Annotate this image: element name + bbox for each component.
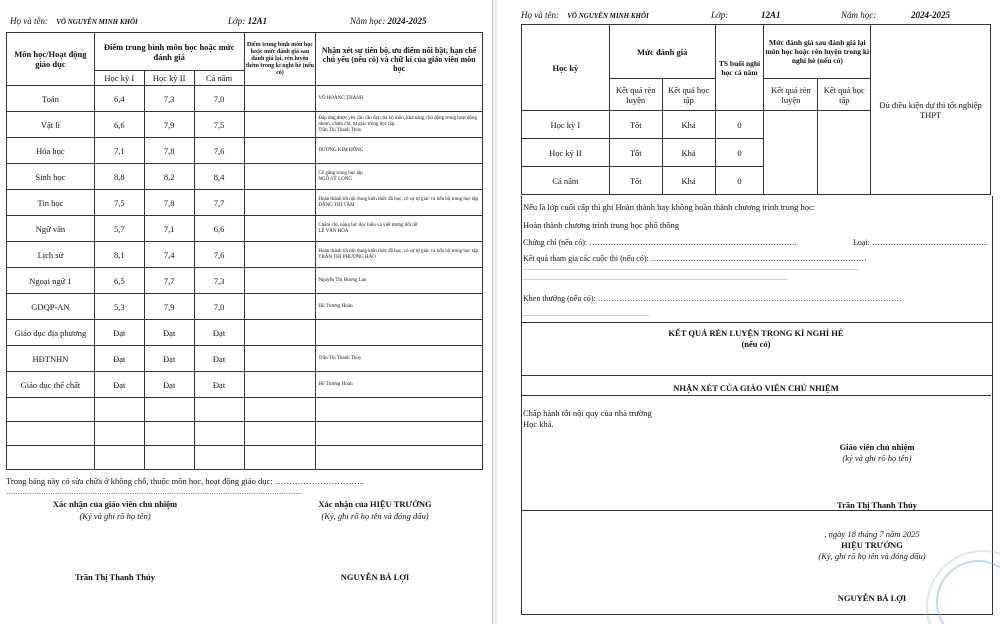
info-line-4: Kết quả tham gia các cuộc thi (nếu có): ………………………………………………………………………	[523, 254, 867, 263]
hk1-cell: 5,7	[94, 216, 144, 242]
sig-left-sub: (Ký và ghi rõ họ tên)	[79, 511, 151, 521]
class-label: Lớp:	[711, 10, 729, 20]
hk1-cell: 6,5	[94, 268, 144, 294]
retest-cell	[244, 164, 316, 190]
year-cell: Đạt	[194, 320, 244, 346]
table-row	[7, 112, 483, 138]
comment-text: Cố gắng trong học tập	[318, 170, 363, 176]
year-cell: 7,5	[194, 112, 244, 138]
teacher-name: NGÔ SỸ LONG	[318, 176, 352, 182]
year-cell: Đạt	[194, 372, 244, 398]
col-re-conduct-header: Kết quả rèn luyện	[764, 79, 818, 111]
comment-cell	[316, 138, 483, 164]
year-value: 2024-2025	[911, 10, 950, 20]
hk1-cell: 5,3	[94, 294, 144, 320]
hk2-cell: 8,2	[144, 164, 194, 190]
year-cell: 7,0	[194, 86, 244, 112]
table-row	[7, 268, 483, 294]
comment-text: Đáp ứng được yêu cầu cần đạt của bộ môn, khả năng chủ động trong hoạt động nhóm, chăm chỉ, tự giác trong học tập.	[318, 115, 478, 127]
retest-cell	[244, 86, 316, 112]
sig-right-name: NGUYỄN BÁ LỢI	[340, 572, 410, 582]
retest-cell	[244, 372, 316, 398]
comment-cell	[316, 372, 483, 398]
absent-cell: 0	[715, 167, 764, 195]
year-cell	[194, 398, 244, 422]
teacher-name: DƯƠNG KIM ĐÔNG	[318, 147, 364, 153]
comment-cell	[316, 164, 483, 190]
col-re-header: Mức đánh giá sau đánh giá lại môn học hoặc rèn luyện trong kì nghỉ hè (nếu có)	[764, 25, 871, 79]
hk2-cell	[144, 446, 194, 470]
study-cell: Khá	[662, 167, 715, 195]
gvcn-line-2: Học khá.	[523, 419, 554, 429]
study-cell: Khá	[662, 139, 715, 167]
subject-cell: Toán	[7, 86, 95, 112]
info-line-7: Khen thưởng (nếu có): ……………………………………………………………………………………………………	[523, 294, 902, 303]
col-retest-header: Điểm trung bình môn học hoặc mức đánh giá sau đánh giá lại, rèn luyện thêm trong kì nghỉ hè (nếu có)	[244, 33, 316, 86]
table-row	[7, 346, 483, 372]
conduct-cell: Tốt	[609, 139, 662, 167]
table-row	[7, 216, 483, 242]
gvcn-line-1: Chấp hành tốt nội quy của nhà trường	[523, 408, 652, 418]
hk1-cell: 8,1	[94, 242, 144, 268]
teacher-name: Nguyễn Thị Hương Lan	[318, 277, 367, 283]
col-avg-header: Điểm trung bình môn học hoặc mức đánh giá	[94, 33, 244, 71]
retest-cell	[244, 320, 316, 346]
col-study-header: Kết quả học tập	[662, 79, 715, 111]
comment-cell	[316, 422, 483, 446]
year-cell: 7,7	[194, 190, 244, 216]
subject-cell: HĐTNHN	[7, 346, 95, 372]
comment-cell	[316, 112, 483, 138]
teacher-name: ĐẶNG THỊ TÂM	[318, 202, 355, 208]
hk2-cell: Đạt	[144, 372, 194, 398]
teacher-name: Trần Thị Thanh Thủy	[318, 355, 362, 361]
comment-cell	[316, 346, 483, 372]
summer-sub: (nếu có)	[741, 339, 771, 349]
name-value: VÕ NGUYỄN MINH KHÔI	[56, 18, 138, 26]
hk2-cell: 7,9	[144, 294, 194, 320]
table-row	[7, 294, 483, 320]
hk1-cell: 6,6	[94, 112, 144, 138]
hk1-cell	[94, 446, 144, 470]
left-header	[10, 16, 427, 26]
comment-cell	[316, 86, 483, 112]
hk2-cell: 7,7	[144, 268, 194, 294]
year-label: Năm học:	[350, 16, 386, 26]
comment-cell	[316, 294, 483, 320]
hk2-cell: 7,8	[144, 190, 194, 216]
col-re-study-header: Kết quả học tập	[818, 79, 871, 111]
subject-cell: Hóa học	[7, 138, 95, 164]
col-term-header: Học kỳ	[522, 25, 610, 111]
table-row	[7, 446, 483, 470]
re-conduct-cell	[764, 111, 818, 195]
retest-cell	[244, 112, 316, 138]
gvcn-sig-title: Giáo viên chủ nhiệm	[839, 442, 915, 452]
subject-cell	[7, 422, 95, 446]
retest-cell	[244, 398, 316, 422]
year-cell: 8,4	[194, 164, 244, 190]
year-cell	[194, 422, 244, 446]
comment-text: Hoàn thành tốt nội dung kiến thức đã học, có sự tự giác và tiến bộ trong học tập	[318, 196, 478, 202]
class-value: 12A1	[247, 16, 268, 26]
comment-cell	[316, 216, 483, 242]
hk2-cell: 7,9	[144, 112, 194, 138]
subject-cell	[7, 398, 95, 422]
retest-cell	[244, 190, 316, 216]
gvcn-divider	[521, 395, 991, 396]
hk1-cell: Đạt	[94, 346, 144, 372]
hk1-cell	[94, 422, 144, 446]
comment-text: Chăm chỉ, năng lực đọc hiểu và viết tương đối tốt	[318, 222, 418, 228]
subject-cell: Ngoại ngữ 1	[7, 268, 95, 294]
gvcn-sig-name: Trần Thị Thanh Thủy	[837, 500, 917, 510]
subject-cell: Sinh học	[7, 164, 95, 190]
year-label: Năm học:	[841, 10, 877, 20]
year-cell	[194, 446, 244, 470]
table-row	[7, 398, 483, 422]
info-line-3a: Chứng chỉ (nếu có): ……………………………………………………………………	[523, 238, 798, 247]
hk1-cell	[94, 398, 144, 422]
comment-text: Hoàn thành tốt nội dung kiến thức đã học, có sự tự giác và tiến bộ trong học tập	[318, 248, 478, 254]
retest-cell	[244, 422, 316, 446]
col-level-header: Mức đánh giá	[609, 25, 715, 79]
subject-cell: Vật lí	[7, 112, 95, 138]
retest-cell	[244, 268, 316, 294]
comment-cell	[316, 446, 483, 470]
hk1-cell: 7,1	[94, 138, 144, 164]
name-label: Họ và tên:	[10, 16, 48, 26]
re-study-cell	[818, 111, 871, 195]
retest-cell	[244, 346, 316, 372]
col-comment-header: Nhận xét sự tiến bộ, ưu điểm nổi bật, hạn chế chủ yếu (nếu có) và chữ kí của giáo viên môn học	[316, 33, 483, 86]
comment-cell	[316, 268, 483, 294]
conduct-table	[521, 24, 991, 195]
edit-note-dots: ……………………………………………………………………………………………………………….	[6, 488, 302, 496]
left-page	[0, 0, 493, 624]
name-value: VÕ NGUYỄN MINH KHÔI	[567, 12, 649, 20]
subject-cell: Tin học	[7, 190, 95, 216]
subject-cell: Giáo dục địa phương	[7, 320, 95, 346]
principal-date: , ngày 18 tháng 7 năm 2025	[824, 529, 920, 539]
gvcn-sig-sub: (ký và ghi rõ họ tên)	[842, 453, 912, 463]
year-value: 2024-2025	[387, 16, 427, 26]
table-row	[7, 138, 483, 164]
principal-title: HIỆU TRƯỞNG	[841, 540, 903, 550]
comment-cell	[316, 190, 483, 216]
hk1-cell: 8,8	[94, 164, 144, 190]
retest-cell	[244, 294, 316, 320]
table-row	[7, 86, 483, 112]
term-cell: Cả năm	[522, 167, 610, 195]
table-row	[7, 422, 483, 446]
hk2-cell: 7,8	[144, 138, 194, 164]
principal-name: NGUYỄN BÁ LỢI	[837, 593, 907, 603]
col-hk1-header: Học kỳ I	[94, 71, 144, 86]
table-row	[7, 372, 483, 398]
teacher-name: Hồ Trương Hoàn	[318, 381, 353, 387]
summer-title: KẾT QUẢ RÈN LUYỆN TRONG KÌ NGHỈ HÈ	[668, 328, 844, 338]
right-page	[497, 0, 1000, 624]
hk2-cell: 7,1	[144, 216, 194, 242]
absent-cell: 0	[715, 139, 764, 167]
col-subject-header: Môn học/Hoạt động giáo dục	[7, 33, 95, 86]
hk2-cell: Đạt	[144, 320, 194, 346]
comment-cell	[316, 398, 483, 422]
col-year-header: Cả năm	[194, 71, 244, 86]
info-line-6: ……………………………………………………………………………………………………………………	[523, 276, 787, 282]
comment-cell	[316, 242, 483, 268]
hk1-cell: 7,5	[94, 190, 144, 216]
hk1-cell: 6,4	[94, 86, 144, 112]
retest-cell	[244, 138, 316, 164]
teacher-name: LÊ VĂN HÒA	[318, 228, 349, 234]
year-cell: 7,3	[194, 268, 244, 294]
teacher-name: VÕ HOÀNG THÀNH	[318, 95, 364, 101]
principal-sub: (Ký, ghi rõ họ tên và đóng dấu)	[818, 551, 926, 561]
hk2-cell	[144, 398, 194, 422]
conduct-cell: Tốt	[609, 111, 662, 139]
col-hk2-header: Học kỳ II	[144, 71, 194, 86]
gvcn-title: NHẬN XÉT CỦA GIÁO VIÊN CHỦ NHIỆM	[673, 383, 839, 393]
subject-cell: Ngữ văn	[7, 216, 95, 242]
hk2-cell: Đạt	[144, 346, 194, 372]
conduct-cell: Tốt	[609, 167, 662, 195]
hk2-cell	[144, 422, 194, 446]
hk1-cell: Đạt	[94, 320, 144, 346]
teacher-name: TRẦN THỊ PHƯƠNG HẢO	[318, 254, 376, 260]
edit-note: Trong bảng này có sửa chữa ở không chỗ, thuộc môn học, hoạt động giáo dục: …………………………..	[6, 476, 365, 486]
info-line-3b: Loại: ……………………………………..	[853, 238, 988, 247]
sig-right-title: Xác nhận của HIỆU TRƯỞNG	[318, 499, 432, 509]
sig-right-sub: (Ký, ghi rõ họ tên và đóng dấu)	[321, 511, 429, 521]
col-eligible: Đủ điều kiện dự thi tốt nghiệp THPT	[871, 25, 991, 195]
table-row	[7, 190, 483, 216]
year-cell: 7,0	[194, 294, 244, 320]
hk1-cell: Đạt	[94, 372, 144, 398]
year-cell: Đạt	[194, 346, 244, 372]
subject-cell	[7, 446, 95, 470]
subject-cell: Lịch sử	[7, 242, 95, 268]
class-label: Lớp:	[228, 16, 246, 26]
info-line-5: ……………………………………………………………………………………………………………………………………………………	[523, 266, 859, 272]
table-row	[7, 242, 483, 268]
year-cell: 6,6	[194, 216, 244, 242]
col-conduct-header: Kết quả rèn luyện	[609, 79, 662, 111]
right-header	[521, 10, 991, 20]
grades-table	[6, 32, 483, 470]
term-cell: Học kỳ II	[522, 139, 610, 167]
subject-cell: GDQP-AN	[7, 294, 95, 320]
retest-cell	[244, 216, 316, 242]
teacher-name: Hồ Trương Hoàn	[318, 303, 353, 309]
year-cell: 7,6	[194, 138, 244, 164]
name-label: Họ và tên:	[521, 10, 559, 20]
absent-cell: 0	[715, 111, 764, 139]
year-cell: 7,6	[194, 242, 244, 268]
class-value: 12A1	[761, 10, 781, 20]
retest-cell	[244, 446, 316, 470]
hk2-cell: 7,3	[144, 86, 194, 112]
col-absent-header: TS buổi nghỉ học cả năm	[715, 25, 764, 111]
table-row	[7, 320, 483, 346]
teacher-name: Trần Thị Thanh Thủy	[318, 127, 362, 133]
info-line-2: Hoàn thành chương trình trung học phổ thông	[523, 220, 680, 230]
table-row	[7, 164, 483, 190]
comment-cell	[316, 320, 483, 346]
hk2-cell: 7,4	[144, 242, 194, 268]
sig-left-title: Xác nhận của giáo viên chủ nhiệm	[52, 499, 178, 509]
info-line-1: Nếu là lớp cuối cấp thì ghi Hoàn thành hay không hoàn thành chương trình trung học:	[523, 202, 816, 212]
sig-left-name: Trần Thị Thanh Thúy	[75, 572, 155, 582]
term-cell: Học kỳ I	[522, 111, 610, 139]
retest-cell	[244, 242, 316, 268]
info-line-8: ………………………………………………………	[523, 312, 649, 318]
subject-cell: Giáo dục thể chất	[7, 372, 95, 398]
study-cell: Khá	[662, 111, 715, 139]
